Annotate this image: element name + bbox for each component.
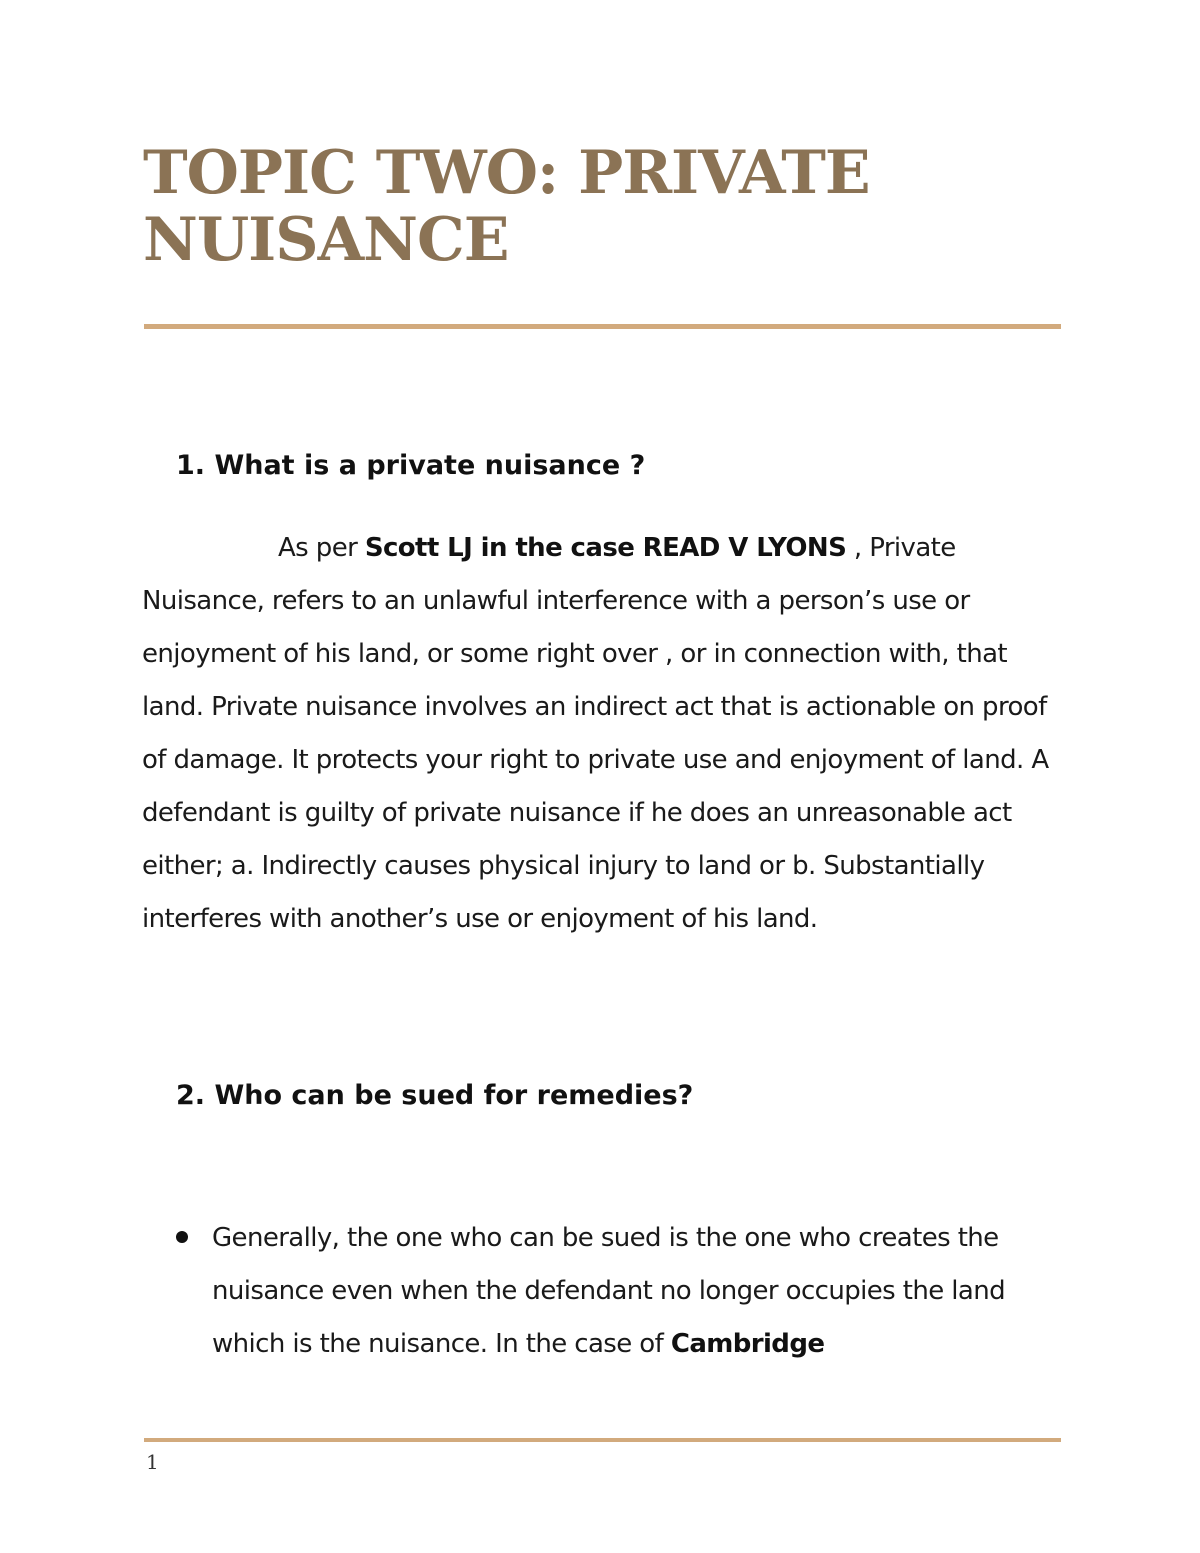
page-number: 1 — [146, 1450, 159, 1474]
footer-divider — [144, 1438, 1061, 1442]
section-heading-1: 1. What is a private nuisance ? — [176, 450, 646, 481]
list-item — [212, 1212, 1072, 1371]
paragraph-intro: As per — [278, 533, 365, 563]
case-citation: Scott LJ in the case READ V LYONS — [364, 533, 847, 563]
paragraph-body: , Private Nuisance, refers to an unlawful interference with a person’s use or enjoyment of his land, or some right over , or in connection with, that land. Private nuisance involves an indirect act that is actionable on proof of damage. It protects your right to private use and enjoyment of land. A defendant is guilty of private nuisance if he does an unreasonable act either; a. Indirectly causes physical injury to land or b. Substantially interferes with another’s use or enjoyment of his land. — [142, 533, 1049, 934]
list-item-text: Generally, the one who can be sued is the one who creates the nuisance even when the defendant no longer occupies the land which is the nuisance. In the case of — [212, 1223, 1006, 1359]
bullet-icon — [176, 1231, 188, 1243]
title-divider — [144, 324, 1061, 329]
list-item-case: Cambridge — [670, 1329, 825, 1359]
section-1-paragraph — [142, 522, 1072, 946]
page-title: TOPIC TWO: PRIVATE NUISANCE — [143, 138, 870, 275]
section-heading-2: 2. Who can be sued for remedies? — [176, 1080, 694, 1111]
